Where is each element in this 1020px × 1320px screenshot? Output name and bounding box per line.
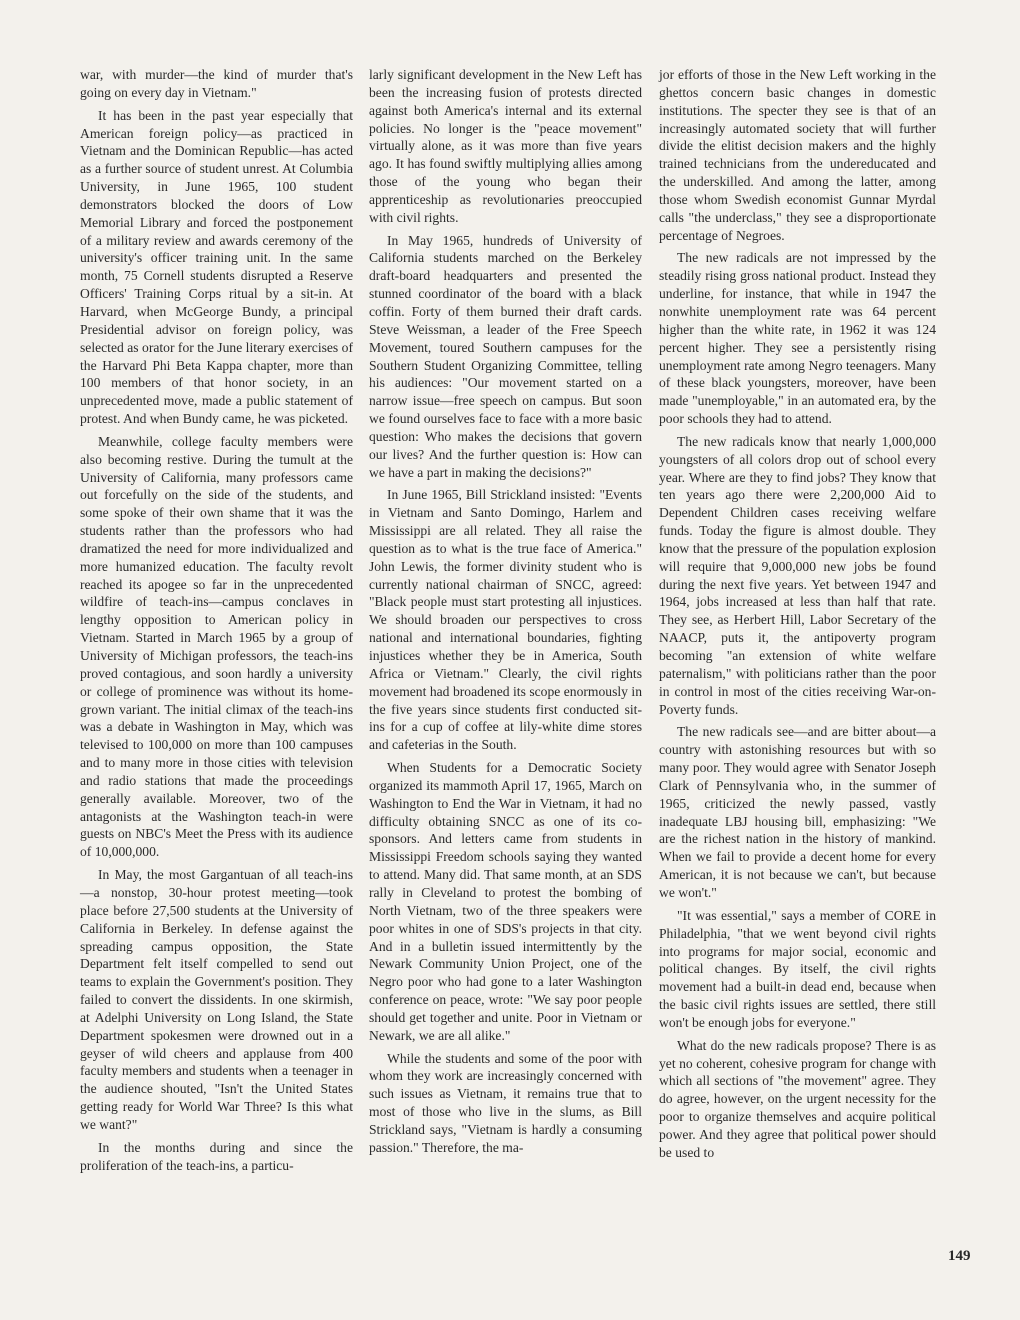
paragraph: jor efforts of those in the New Left working in the ghettos concern basic changes in domestic institutions. The specter they see is that of an increasingly automated society that will further divide the elitist decision makers and the highly trained technicians from the undereducated and the underskilled. And among the latter, among those whom Swedish economist Gunnar Myrdal calls "the underclass," they see a disproportionate percentage of Negroes. — [659, 67, 936, 243]
paragraph: It has been in the past year especially that American foreign policy—as practiced in Vietnam and the Dominican Republic—has acted as a further source of student unrest. At Columbia University, in June 1965, 100 student demonstrators blocked the doors of Low Memorial Library and forced the postponement of a military review and awards ceremony of the university's officer training unit. In the same month, 75 Cornell students disrupted a Reserve Officers' Training Corps ritual by a sit-in. At Harvard, when McGeorge Bundy, a principal Presidential advisor on foreign policy, was selected as orator for the June literary exercises of the Harvard Phi Beta Kappa chapter, more than 100 members of that honor society, in an unprecedented move, made a public statement of protest. And when Bundy came, he was picketed. — [80, 107, 353, 427]
paragraph: In May 1965, hundreds of University of California students marched on the Berkeley draft-board headquarters and presented the stunned coordinator of the board with a black coffin. Forty of them burned their draft cards. Steve Weissman, a leader of the Free Speech Movement, toured Southern campuses for the Southern Student Organizing Committee, telling his audiences: "Our movement started on a narrow issue—free speech on campus. But soon we found ourselves face to face with a more basic question: Who makes the decisions that govern our lives? And the further question is: How can we have a part in making the decisions?" — [369, 232, 642, 480]
paragraph: larly significant development in the New Left has been the increasing fusion of protests directed against both America's internal and its external policies. No longer is the "peace movement" virtually alone, as it was more than five years ago. It has found swiftly multiplying allies among those of the young who began their apprenticeship as revolutionaries preoccupied with civil rights. — [369, 67, 642, 225]
text-column-2 — [369, 66, 642, 1162]
paragraph: The new radicals are not impressed by the steadily rising gross national product. Instead they underline, for instance, that while in 1947 the nonwhite unemployment rate was 64 percent higher than the white rate, in 1962 it was 124 percent higher. They see a persistently rising unemployment rate among Negro teenagers. Many of these black youngsters, moreover, have been made "unemployable," in an automated era, by the poor schools they had to attend. — [659, 250, 936, 427]
text-column-3 — [659, 66, 936, 1167]
paragraph: When Students for a Democratic Society organized its mammoth April 17, 1965, March on Washington to End the War in Vietnam, it had no difficulty obtaining SNCC as one of its co-sponsors. And letters came from students in Mississippi Freedom schools saying they wanted to attend. Many did. That same month, at an SDS rally in Cleveland to protest the bombing of North Vietnam, two of the three speakers were poor whites in one of SDS's projects in that city. And in a bulletin issued intermittently by the Newark Community Union Project, one of the Negro poor who had gone to a later Washington conference on peace, wrote: "We say poor people should get together and unite. Poor in Vietnam or Newark, we are all alike." — [369, 760, 642, 1043]
paragraph: The new radicals know that nearly 1,000,000 youngsters of all colors drop out of school every year. Where are they to find jobs? They know that ten years ago there were 2,200,000 Aid to Dependent Children cases receiving welfare funds. Today the figure is almost double. They know that the pressure of the population explosion will require that 9,000,000 new jobs be found during the next five years. Yet between 1947 and 1964, jobs increased at less than half that rate. They see, as Herbert Hill, Labor Secretary of the NAACP, puts it, the antipoverty program becoming "an extension of white welfare paternalism," with politicians rather than the poor in control in most of the cities receiving War-on-Poverty funds. — [659, 433, 936, 717]
text-column-1 — [80, 66, 353, 1179]
paragraph: In the months during and since the proliferation of the teach-ins, a particu- — [80, 1139, 353, 1173]
paragraph: "It was essential," says a member of CORE in Philadelphia, "that we went beyond civil rights into programs for major social, economic and political changes. By itself, the civil rights movement had a built-in dead end, because when the basic civil rights issues are settled, there still won't be enough jobs for everyone." — [659, 907, 936, 1030]
paragraph: What do the new radicals propose? There is as yet no coherent, cohesive program for change with which all sections of "the movement" agree. They do agree, however, on the urgent necessity for the poor to organize themselves and acquire political power. And they agree that political power should be used to — [659, 1037, 936, 1160]
page-number: 149 — [948, 1248, 971, 1264]
paragraph: war, with murder—the kind of murder that's going on every day in Vietnam." — [80, 67, 353, 100]
paragraph: Meanwhile, college faculty members were also becoming restive. During the tumult at the University of California, many professors came out forcefully on the side of the students, and some spoke of their own shame that it was the students rather than the professors who had dramatized the need for more individualized and more humanized education. The faculty revolt reached its apogee so far in the unprecedented wildfire of teach-ins—campus conclaves in lengthy opposition to American policy in Vietnam. Started in March 1965 by a group of University of Michigan professors, the teach-ins proved contagious, and soon hardly a university or college of prominence was without its home-grown variant. The initial climax of the teach-ins was a debate in Washington in May, which was televised to 100,000 on more than 100 campuses and to many more in those cities with television and radio stations that made the proceedings generally available. Moreover, two of the antagonists at the Washington teach-in were guests on NBC's Meet the Press with its audience of 10,000,000. — [80, 433, 353, 860]
paragraph: While the students and some of the poor with whom they work are increasingly concerned with such issues as Vietnam, it remains true that to most of those who live in the slums, as Bill Strickland says, "Vietnam is hardly a consuming passion." Therefore, the ma- — [369, 1050, 642, 1155]
paragraph: In May, the most Gargantuan of all teach-ins—a nonstop, 30-hour protest meeting—took place before 27,500 students at the University of California in Berkeley. In defense against the spreading campus opposition, the State Department felt itself compelled to send out teams to explain the Government's position. They failed to convert the dissidents. In one skirmish, at Adelphi University on Long Island, the State Department spokesmen were drowned out in a geyser of wild cheers and applause from 400 faculty members and students when a teenager in the audience shouted, "Isn't the United States getting ready for World War Three? Is this what we want?" — [80, 867, 353, 1132]
paragraph: In June 1965, Bill Strickland insisted: "Events in Vietnam and Santo Domingo, Harlem and Mississippi are all related. They all raise the question as to what is the true face of America." John Lewis, the former divinity student who is currently national chairman of SNCC, agreed: "Black people must start protesting all injustices. We should broaden our perspectives to cross national and international boundaries, fighting injustices whether they be in America, South Africa or Vietnam." Clearly, the civil rights movement had broadened its scope enormously in the five years since students first conducted sit-ins for a cup of coffee at lily-white dime stores and cafeterias in the South. — [369, 487, 642, 753]
paragraph: The new radicals see—and are bitter about—a country with astonishing resources but with so many poor. They would agree with Senator Joseph Clark of Pennsylvania who, in the summer of 1965, criticized the newly passed, vastly inadequate LBJ housing bill, emphasizing: "We are the richest nation in the history of mankind. When we fail to provide a decent home for every American, it is not because we can't, but because we won't." — [659, 724, 936, 900]
